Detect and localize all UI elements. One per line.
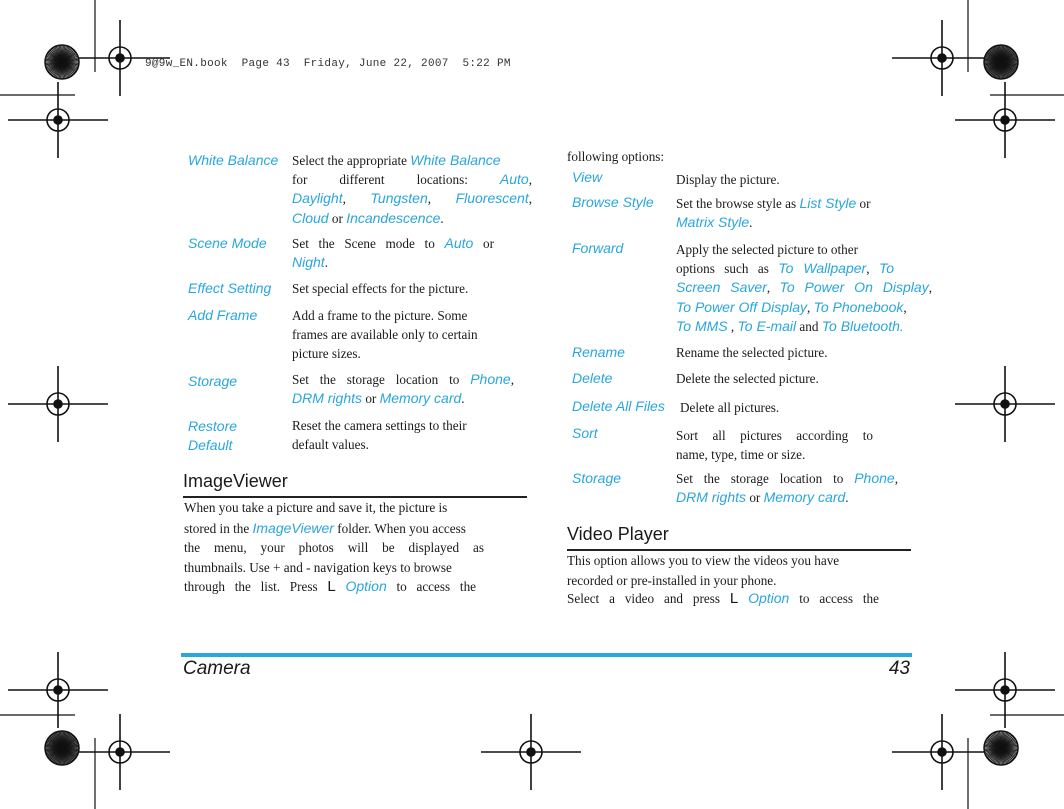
- desc-rename: Rename the selected picture.: [676, 345, 828, 360]
- desc-delete: Delete the selected picture.: [676, 371, 819, 386]
- crosshair-mark-bl-side: [8, 652, 108, 728]
- desc-forward: Apply the selected picture to other options such as To Wallpaper, To Screen Saver, To Power On Display, To Power Off Display, To Phonebook, To MMS , To E-mail and To Bluetooth.: [676, 242, 933, 334]
- desc-delete-all-files: Delete all pictures.: [680, 400, 780, 415]
- desc-storage-left: Set the storage location to Phone, DRM rights or Memory card.: [292, 371, 514, 407]
- term-white-balance: White Balance: [188, 152, 279, 168]
- imageviewer-body: When you take a picture and save it, the picture is stored in the ImageViewer folder. When you access the menu, your photos will be displayed as thumbnails. Use + and - navigation keys to browse through the list. Press L Option to access the: [184, 500, 484, 595]
- crosshair-mark-br-bottom: [892, 714, 992, 790]
- term-effect-setting: Effect Setting: [188, 280, 272, 296]
- starburst-mark-top-right: [984, 45, 1018, 79]
- footer-section-title: Camera: [183, 658, 251, 679]
- crosshair-mark-ml: [8, 366, 108, 442]
- desc-white-balance: Select the appropriate White Balance for different locations: Auto, Daylight, Tungsten, Fluorescent, Cloud or Incandescence.: [292, 152, 533, 226]
- crosshair-mark-mr: [955, 366, 1055, 442]
- crosshair-mark-bottom-center: [481, 714, 581, 790]
- crosshair-mark-br-side: [955, 652, 1055, 728]
- footer-rule: [181, 653, 912, 657]
- term-storage-right: Storage: [572, 470, 622, 486]
- desc-storage-right: Set the storage location to Phone, DRM rights or Memory card.: [676, 470, 898, 506]
- crosshair-mark-tl-side: [8, 82, 108, 158]
- imageviewer-heading: ImageViewer: [183, 471, 288, 491]
- crosshair-mark-bl-bottom: [70, 714, 170, 790]
- term-delete: Delete: [572, 370, 613, 386]
- term-sort: Sort: [572, 425, 598, 441]
- print-job-info: 9@9w_EN.book Page 43 Friday, June 22, 2007 5:22 PM: [145, 58, 511, 70]
- desc-scene-mode: Set the Scene mode to Auto or Night.: [292, 235, 494, 271]
- videoplayer-heading: Video Player: [567, 524, 669, 544]
- term-storage-left: Storage: [188, 373, 238, 389]
- desc-add-frame: Add a frame to the picture. Some frames are available only to certain picture sizes.: [292, 308, 478, 362]
- starburst-mark-bottom-left: [45, 731, 79, 765]
- term-restore-default: Restore Default: [188, 418, 238, 453]
- term-rename: Rename: [572, 344, 625, 360]
- right-intro: following options:: [567, 149, 665, 164]
- desc-effect-setting: Set special effects for the picture.: [292, 281, 469, 296]
- desc-view: Display the picture.: [676, 172, 780, 187]
- term-add-frame: Add Frame: [188, 307, 258, 323]
- footer-page-number: 43: [888, 658, 910, 679]
- crosshair-mark-tr-top: [892, 20, 992, 96]
- desc-browse-style: Set the browse style as List Style or Matrix Style.: [676, 195, 871, 231]
- term-scene-mode: Scene Mode: [188, 235, 267, 251]
- desc-sort: Sort all pictures according to name, type, time or size.: [676, 428, 873, 463]
- crosshair-mark-tr-side: [955, 82, 1055, 158]
- starburst-mark-bottom-right: [984, 731, 1018, 765]
- term-browse-style: Browse Style: [572, 194, 654, 210]
- videoplayer-body: This option allows you to view the videos you have recorded or pre-installed in your phone. Select a video and press L Option to access the: [567, 553, 879, 608]
- starburst-mark-top-left: [45, 45, 79, 79]
- term-delete-all-files: Delete All Files: [572, 398, 665, 414]
- term-forward: Forward: [572, 240, 624, 256]
- desc-restore-default: Reset the camera settings to their default values.: [292, 418, 467, 453]
- term-view: View: [572, 169, 603, 185]
